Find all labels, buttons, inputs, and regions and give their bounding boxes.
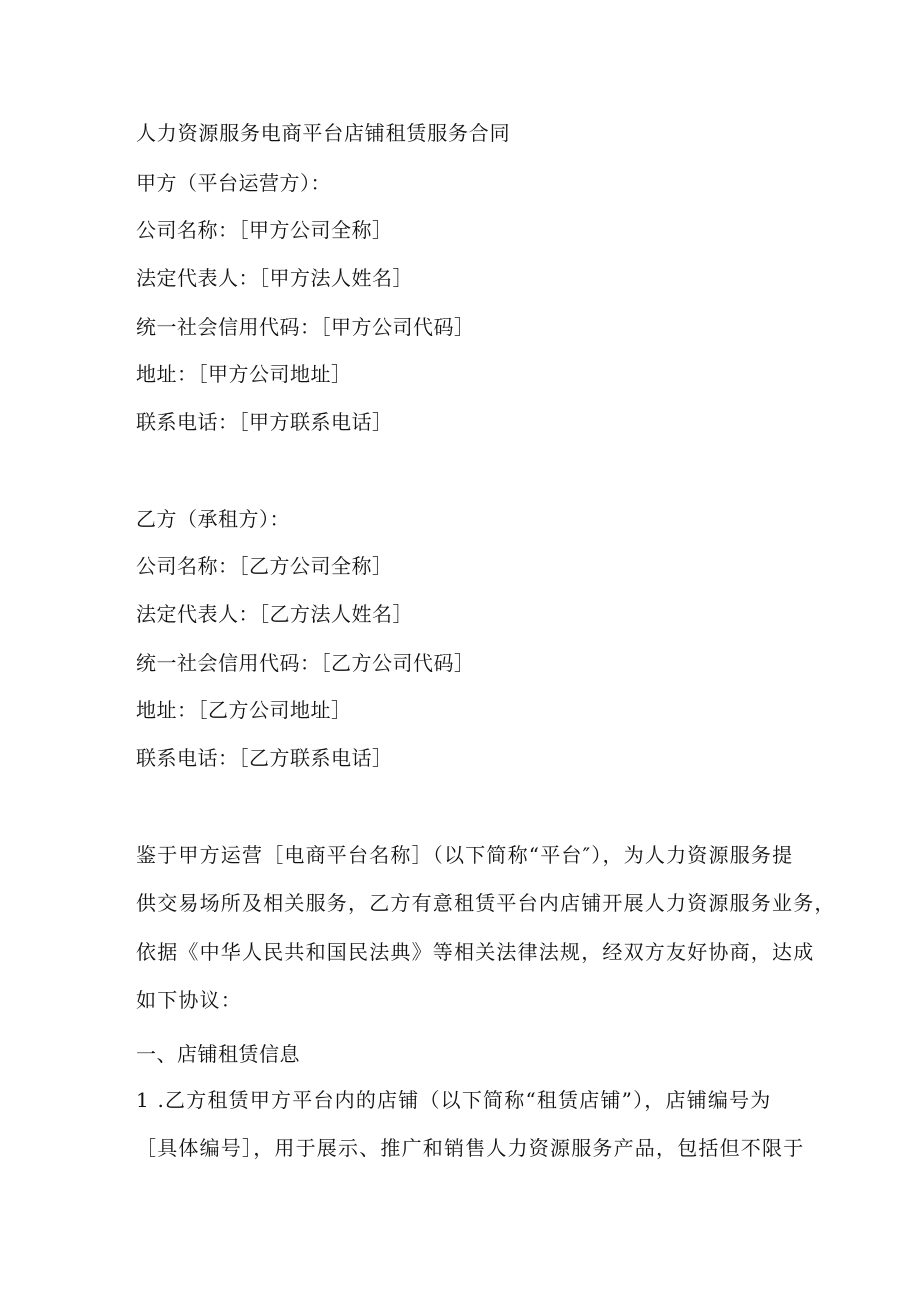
party-a-company: 公司名称：［甲方公司全称］	[136, 218, 393, 242]
contract-title: 人力资源服务电商平台店铺租赁服务合同	[136, 121, 511, 145]
party-a-address: 地址：［甲方公司地址］	[136, 362, 352, 386]
party-b-company: 公司名称：［乙方公司全称］	[136, 554, 393, 578]
party-b-address: 地址：［乙方公司地址］	[136, 698, 352, 722]
party-a-legal-rep: 法定代表人：［甲方法人姓名］	[136, 266, 413, 290]
preamble-line-3: 依据《中华人民共和国民法典》等相关法律法规，经双方友好协商，达成	[136, 940, 815, 964]
party-b-phone: 联系电话：［乙方联系电话］	[136, 746, 393, 770]
party-b-heading: 乙方（承租方）：	[136, 507, 290, 531]
party-a-credit-code: 统一社会信用代码：［甲方公司代码］	[136, 315, 475, 339]
party-a-heading: 甲方（平台运营方）：	[136, 171, 331, 195]
party-b-legal-rep: 法定代表人：［乙方法人姓名］	[136, 602, 413, 626]
preamble-line-2: 供交易场所及相关服务，乙方有意租赁平台内店铺开展人力资源服务业务，	[136, 891, 836, 915]
party-a-phone: 联系电话：［甲方联系电话］	[136, 410, 393, 434]
preamble-line-4: 如下协议：	[136, 988, 242, 1012]
party-b-credit-code: 统一社会信用代码：［乙方公司代码］	[136, 651, 475, 675]
preamble-line-1: 鉴于甲方运营［电商平台名称］（以下简称“平台″），为人力资源服务提	[136, 843, 794, 867]
section-1-item-1-line-1: 1 .乙方租赁甲方平台内的店铺（以下简称“租赁店铺”），店铺编号为	[136, 1088, 772, 1112]
section-1-heading: 一、店铺租赁信息	[136, 1042, 300, 1066]
section-1-item-1-line-2: ［具体编号］，用于展示、推广和销售人力资源服务产品，包括但不限于	[136, 1136, 805, 1160]
